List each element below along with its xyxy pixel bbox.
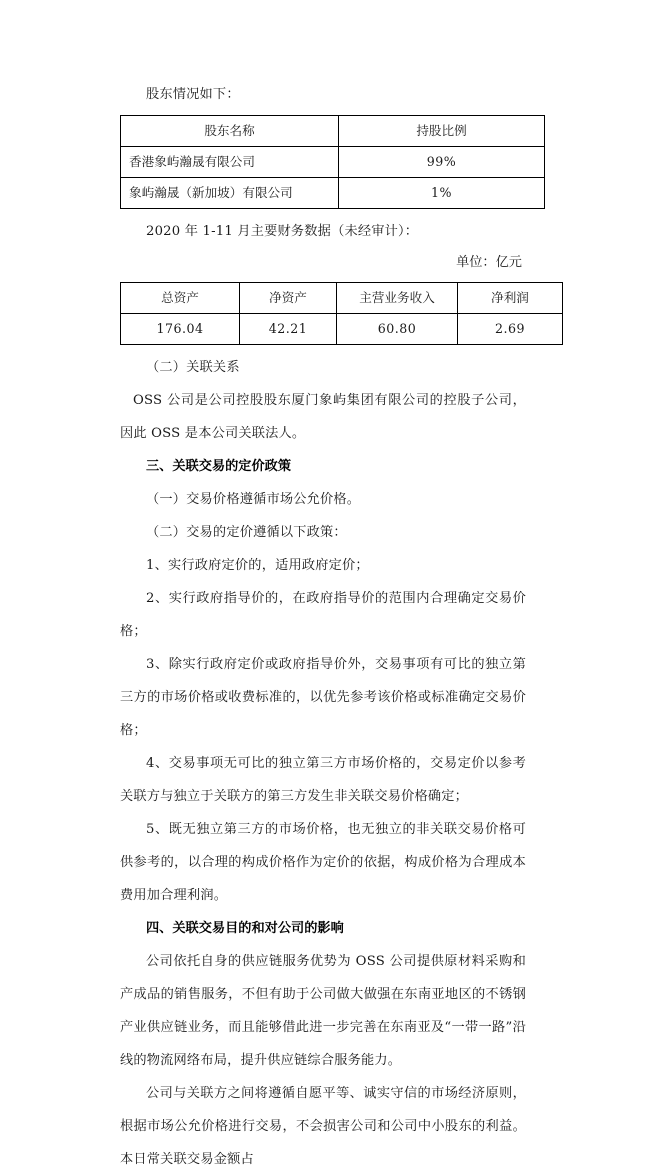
- section-3-item-1: （一）交易价格遵循市场公允价格。: [146, 492, 361, 507]
- financial-data-table: [120, 282, 563, 345]
- unit-label: 单位：亿元: [456, 255, 522, 270]
- section-4-paragraph-1: 公司依托自身的供应链服务优势为 OSS 公司提供原材料采购和产成品的销售服务，不但有助于公司做大做强在东南亚地区的不锈钢产业供应链业务，而且能够借此进一步完善在东南亚及“一带一路”沿线的物流网络布局，提升供应链综合服务能力。: [120, 954, 526, 1068]
- cell-shareholder-name-1: 香港象屿瀚晟有限公司: [121, 147, 339, 178]
- table-header-row: [121, 116, 545, 147]
- section-2-body-text: OSS 公司是公司控股股东厦门象屿集团有限公司的控股子公司，因此 OSS 是本公司关联法人。: [120, 393, 526, 441]
- table-row: [121, 178, 545, 209]
- cell-main-business-revenue-value: 60.80: [337, 314, 458, 345]
- cell-shareholding-ratio-1: 99%: [339, 147, 545, 178]
- table-row: [121, 147, 545, 178]
- table-row: [121, 314, 563, 345]
- table-header-row: [121, 283, 563, 314]
- pricing-policy-3: 3、除实行政府定价或政府指导价外，交易事项有可比的独立第三方的市场价格或收费标准的，以优先参考该价格或标准确定交易价格；: [120, 657, 526, 738]
- section-4-paragraph-2: 公司与关联方之间将遵循自愿平等、诚实守信的市场经济原则，根据市场公允价格进行交易，不会损害公司和公司中小股东的利益。本日常关联交易金额占: [120, 1086, 526, 1167]
- cell-net-profit-value: 2.69: [458, 314, 563, 345]
- pricing-policy-1: 1、实行政府定价的，适用政府定价；: [146, 558, 369, 573]
- column-header-shareholding-ratio: 持股比例: [339, 116, 545, 147]
- column-header-net-profit: 净利润: [458, 283, 563, 314]
- pricing-policy-4: 4、交易事项无可比的独立第三方市场价格的，交易定价以参考关联方与独立于关联方的第三方发生非关联交易价格确定；: [120, 756, 526, 804]
- column-header-total-assets: 总资产: [121, 283, 240, 314]
- shareholder-intro-line: 股东情况如下：: [146, 87, 240, 102]
- pricing-policy-2: 2、实行政府指导价的，在政府指导价的范围内合理确定交易价格；: [120, 591, 526, 639]
- section-3-heading: 三、关联交易的定价政策: [146, 459, 292, 474]
- cell-shareholder-name-2: 象屿瀚晟（新加坡）有限公司: [121, 178, 339, 209]
- column-header-net-assets: 净资产: [240, 283, 337, 314]
- shareholder-table: [120, 115, 545, 209]
- financial-data-intro-line: 2020 年 1-11 月主要财务数据（未经审计）：: [146, 224, 419, 239]
- column-header-shareholder-name: 股东名称: [121, 116, 339, 147]
- column-header-main-business-revenue: 主营业务收入: [337, 283, 458, 314]
- section-2-subtitle: （二）关联关系: [146, 360, 240, 375]
- pricing-policy-5: 5、既无独立第三方的市场价格，也无独立的非关联交易价格可供参考的，以合理的构成价格作为定价的依据，构成价格为合理成本费用加合理利润。: [120, 822, 526, 903]
- section-3-item-2: （二）交易的定价遵循以下政策：: [146, 525, 347, 540]
- section-4-heading: 四、关联交易目的和对公司的影响: [146, 921, 344, 936]
- cell-net-assets-value: 42.21: [240, 314, 337, 345]
- document-content: [120, 78, 529, 1176]
- cell-total-assets-value: 176.04: [121, 314, 240, 345]
- cell-shareholding-ratio-2: 1%: [339, 178, 545, 209]
